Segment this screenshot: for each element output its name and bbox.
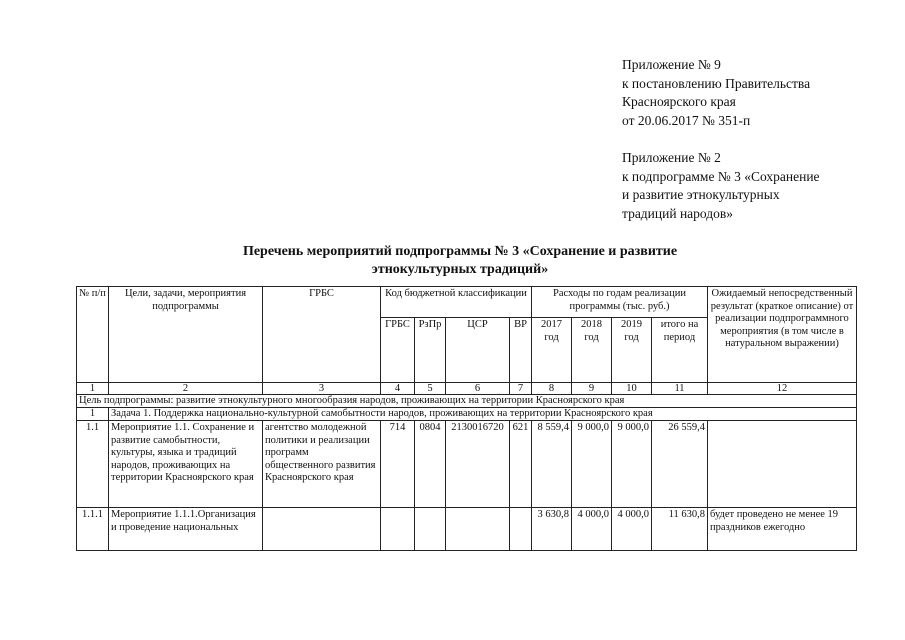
header-expenses: Расходы по годам реализации программы (тыс. руб.) — [532, 287, 708, 318]
row-num: 1.1.1 — [77, 508, 109, 551]
col-number: 6 — [446, 383, 510, 395]
row-rzpr — [415, 508, 446, 551]
row-2017: 8 559,4 — [532, 421, 572, 508]
header-num: № п/п — [77, 287, 109, 383]
title-line-1: Перечень мероприятий подпрограммы № 3 «Сохранение и развитие — [242, 244, 678, 259]
row-rzpr: 0804 — [415, 421, 446, 508]
row-result — [708, 421, 857, 508]
appendix-line: Приложение № 2 — [622, 150, 721, 165]
document-title — [60, 243, 860, 279]
col-number: 3 — [263, 383, 381, 395]
col-number: 1 — [77, 383, 109, 395]
appendix-2 — [622, 149, 820, 223]
row-num: 1.1 — [77, 421, 109, 508]
measures-table — [76, 286, 857, 551]
row-csr: 2130016720 — [446, 421, 510, 508]
task-num: 1 — [77, 408, 109, 421]
row-2018: 4 000,0 — [572, 508, 612, 551]
appendix-line: к подпрограмме № 3 «Сохранение — [622, 168, 820, 184]
row-grbs: агентство молодежной политики и реализации программ общественного развития Красноярского края — [263, 421, 381, 508]
header-row — [77, 287, 857, 318]
appendix-line: Приложение № 9 — [622, 57, 721, 72]
row-total: 26 559,4 — [652, 421, 708, 508]
row-2017: 3 630,8 — [532, 508, 572, 551]
appendix-line: традиций народов» — [622, 205, 734, 221]
row-grbs-code: 714 — [381, 421, 415, 508]
goal-row — [77, 395, 857, 408]
header-grbs: ГРБС — [263, 287, 381, 383]
row-2018: 9 000,0 — [572, 421, 612, 508]
row-name: Мероприятие 1.1.1.Организация и проведение национальных — [109, 508, 263, 551]
appendix-block — [622, 56, 820, 223]
row-total: 11 630,8 — [652, 508, 708, 551]
col-number: 8 — [532, 383, 572, 395]
appendix-line: к постановлению Правительства — [622, 75, 811, 91]
header-budget-code: Код бюджетной классификации — [381, 287, 532, 318]
subheader-2018: 2018 год — [572, 318, 612, 383]
row-2019: 4 000,0 — [612, 508, 652, 551]
col-number: 7 — [510, 383, 532, 395]
appendix-line: Красноярского края — [622, 94, 736, 109]
subheader-vr: ВР — [510, 318, 532, 383]
task-text: Задача 1. Поддержка национально-культурной самобытности народов, проживающих на территории Красноярского края — [109, 408, 857, 421]
appendix-line: и развитие этнокультурных — [622, 187, 780, 202]
header-result: Ожидаемый непосредственный результат (краткое описание) от реализации подпрограммного мероприятия (в том числе в натуральном выражении) — [708, 287, 857, 383]
subheader-rzpr: РзПр — [415, 318, 446, 383]
subheader-2019: 2019 год — [612, 318, 652, 383]
subheader-csr: ЦСР — [446, 318, 510, 383]
row-csr — [446, 508, 510, 551]
row-grbs-code — [381, 508, 415, 551]
title-line-2: этнокультурных традиций» — [371, 262, 549, 277]
col-number: 12 — [708, 383, 857, 395]
row-result: будет проведено не менее 19 праздников ежегодно — [708, 508, 857, 551]
row-name: Мероприятие 1.1. Сохранение и развитие самобытности, культуры, языка и традиций народов, проживающих на территории Красноярского края — [109, 421, 263, 508]
subheader-2017: 2017 год — [532, 318, 572, 383]
appendix-9 — [622, 56, 820, 130]
row-vr: 621 — [510, 421, 532, 508]
row-grbs — [263, 508, 381, 551]
table-row — [77, 421, 857, 508]
header-goals: Цели, задачи, мероприятия подпрограммы — [109, 287, 263, 383]
col-number: 10 — [612, 383, 652, 395]
row-2019: 9 000,0 — [612, 421, 652, 508]
col-number: 2 — [109, 383, 263, 395]
col-number: 4 — [381, 383, 415, 395]
subheader-grbs: ГРБС — [381, 318, 415, 383]
table-row — [77, 508, 857, 551]
subheader-total: итого на период — [652, 318, 708, 383]
task-row — [77, 408, 857, 421]
goal-text: Цель подпрограммы: развитие этнокультурного многообразия народов, проживающих на территории Красноярского края — [77, 395, 857, 408]
appendix-line: от 20.06.2017 № 351-п — [622, 112, 751, 128]
row-vr — [510, 508, 532, 551]
col-number: 11 — [652, 383, 708, 395]
col-number: 9 — [572, 383, 612, 395]
column-number-row — [77, 383, 857, 395]
col-number: 5 — [415, 383, 446, 395]
